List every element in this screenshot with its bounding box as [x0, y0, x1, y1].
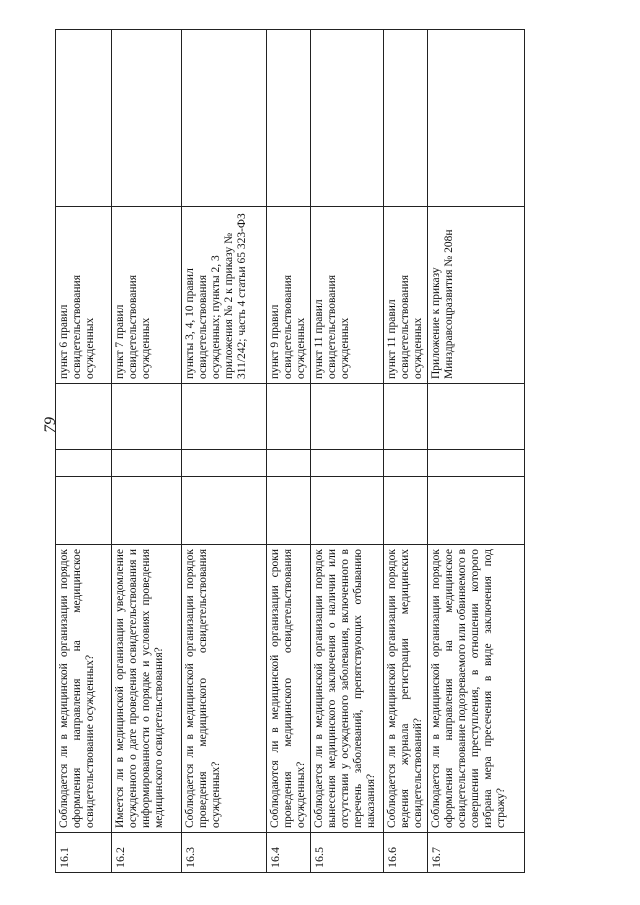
row-number: 16.4 [267, 833, 311, 873]
row-question: Соблюдается ли в медицинской организации порядок проведения медицинского освидетельствования осужденных? [182, 545, 267, 833]
checklist-table [55, 29, 525, 873]
table-row [56, 30, 112, 873]
empty-cell [182, 384, 267, 450]
row-reference: пункт 6 правил освидетельствования осужденных [56, 207, 112, 384]
empty-cell [384, 30, 428, 207]
empty-cell [384, 450, 428, 477]
row-question: Соблюдается ли в медицинской организации порядок оформления направления на медицинское освидетельствование подозреваемого или обвиняемого в совершении преступления, в отношении которого избрана мера пресечения в виде заключения под стражу? [428, 545, 525, 833]
table-row [384, 30, 428, 873]
empty-cell [112, 450, 182, 477]
row-reference: пункты 3, 4, 10 правил освидетельствования осужденных; пункты 2, 3 приложения № 2 к приказу № 311/242; часть 4 статьи 65 323-ФЗ [182, 207, 267, 384]
empty-cell [182, 30, 267, 207]
empty-cell [384, 477, 428, 545]
empty-cell [56, 384, 112, 450]
empty-cell [428, 477, 525, 545]
empty-cell [56, 30, 112, 207]
table-row [267, 30, 311, 873]
table-row [428, 30, 525, 873]
empty-cell [428, 450, 525, 477]
row-number: 16.2 [112, 833, 182, 873]
empty-cell [384, 384, 428, 450]
empty-cell [428, 30, 525, 207]
empty-cell [311, 30, 384, 207]
rotated-table-container [55, 30, 520, 873]
row-question: Соблюдается ли в медицинской организации порядок ведения журнала регистрации медицинских освидетельствований? [384, 545, 428, 833]
row-question: Соблюдаются ли в медицинской организации сроки проведения медицинского освидетельствования осужденных? [267, 545, 311, 833]
empty-cell [56, 450, 112, 477]
row-question: Соблюдается ли в медицинской организации порядок оформления направления на медицинское освидетельствование осужденных? [56, 545, 112, 833]
row-reference: пункт 11 правил освидетельствования осужденных [384, 207, 428, 384]
row-reference: пункт 9 правил освидетельствования осужденных [267, 207, 311, 384]
row-number: 16.7 [428, 833, 525, 873]
row-number: 16.5 [311, 833, 384, 873]
page-number: 79 [42, 417, 59, 433]
empty-cell [182, 450, 267, 477]
row-question: Имеется ли в медицинской организации уведомление осужденного о дате проведения освидетельствования и информированности о порядке и условиях проведения медицинского освидетельствования? [112, 545, 182, 833]
empty-cell [311, 384, 384, 450]
row-reference: пункт 11 правил освидетельствования осужденных [311, 207, 384, 384]
empty-cell [267, 450, 311, 477]
empty-cell [311, 477, 384, 545]
row-reference: Приложение к приказу Минздравсоцразвития № 208н [428, 207, 525, 384]
row-number: 16.3 [182, 833, 267, 873]
table-row [182, 30, 267, 873]
table-row [311, 30, 384, 873]
empty-cell [267, 477, 311, 545]
empty-cell [182, 477, 267, 545]
row-number: 16.6 [384, 833, 428, 873]
table-row [112, 30, 182, 873]
empty-cell [267, 384, 311, 450]
empty-cell [112, 477, 182, 545]
empty-cell [112, 30, 182, 207]
empty-cell [428, 384, 525, 450]
row-question: Соблюдается ли в медицинской организации порядок вынесения медицинского заключения о наличии или отсутствии у осужденного заболевания, включенного в перечень заболеваний, препятствующих отбыванию наказания? [311, 545, 384, 833]
row-reference: пункт 7 правил освидетельствования осужденных [112, 207, 182, 384]
empty-cell [267, 30, 311, 207]
empty-cell [56, 477, 112, 545]
row-number: 16.1 [56, 833, 112, 873]
empty-cell [112, 384, 182, 450]
empty-cell [311, 450, 384, 477]
